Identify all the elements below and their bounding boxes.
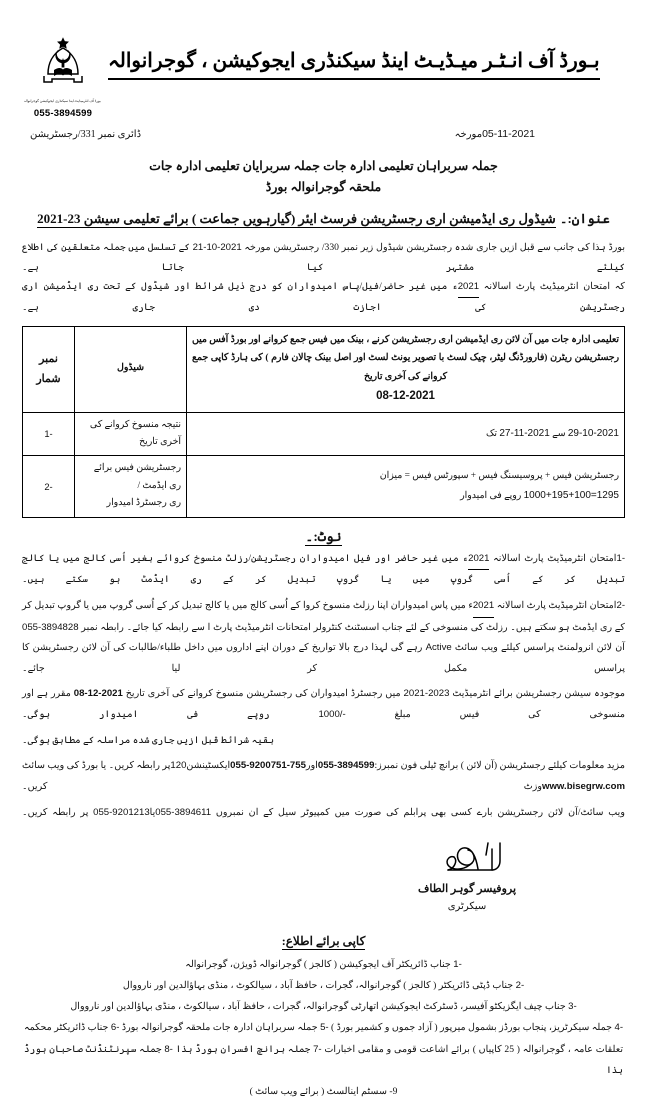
note-2-text-b: ء میں پاس امیدواران اپنا رزلٹ منسوخ کروا کے اُسی کالج میں یا کالج تبدیل کر کے اُسی گروپ میں یا گروپ تبدیل کر کے ری ایڈمٹ ہو سکتے ہیں۔ رزلٹ کی منسوخی کے لئے جناب اسسٹنٹ کنٹرولر امتحانات انٹرمیڈیٹ پارٹ ا سے رابطہ کیا جائے۔ رابطہ نمبر [22, 599, 625, 633]
addressee-line-1: جملہ سربراہان تعلیمی ادارہ جات جملہ سربرایان تعلیمی ادارہ جات [149, 159, 498, 174]
list-item [24, 954, 623, 975]
row-1-date-to: 27-11-2021 [499, 427, 550, 439]
paragraph-computer-cell [22, 803, 625, 824]
list-item [24, 1017, 623, 1080]
para-4-text-a: ویب سائٹ/آن لائن رجسٹریشن بارے کسی بھی پرابلم کی صورت میں کمپیوٹر سیل کے ان نمبروں [215, 806, 625, 818]
para-3-phone-1: 055-3894599 [317, 760, 375, 772]
cc-1-number: 1- [453, 959, 462, 971]
para-3-phone-2: 055-9200751-755 [230, 760, 306, 772]
subject-text [37, 211, 556, 228]
cc-9-text: سسٹم اینالسٹ ( برائے ویب سائٹ ) [249, 1085, 387, 1097]
row-2-schedule-line-1: رجسٹریشن فیس برائے ری ایڈمٹ / [93, 463, 181, 491]
schedule-table [22, 326, 625, 518]
paragraph-conditions [22, 731, 625, 752]
row-1-schedule: نتیجہ منسوخ کروانے کی آخری تاریخ [75, 412, 187, 456]
row-1-date-from: 29-10-2021 [567, 427, 619, 439]
handwritten-signature-icon [392, 839, 542, 879]
row-2-schedule-line-2: ری رجسٹرڈ امیدوار [106, 498, 181, 509]
row-1-date-sep: سے [552, 428, 566, 439]
cc-9-number: 9- [389, 1085, 398, 1097]
note-item-1 [22, 549, 625, 591]
cc-heading-text: کاپی برائے اطلاع: [281, 934, 366, 949]
notes-heading-text: نوٹ:۔ [305, 528, 342, 544]
cc-4-text: جملہ سیکرٹریز، پنجاب بورڈز بشمول میرپور ( آزاد جموں و کشمیر بورڈ ) [331, 1022, 613, 1034]
notes-heading [0, 529, 647, 545]
note-2-text-a: امتحان انٹرمیڈیٹ پارٹ اسالانہ [496, 599, 617, 611]
schedule-table-wrap [0, 326, 647, 518]
cc-5-number: 5- [320, 1022, 329, 1034]
letterhead [0, 0, 647, 140]
note-item-2 [22, 596, 625, 680]
cc-3-number: 3- [568, 1001, 577, 1013]
cc-7-number: 7- [313, 1043, 322, 1055]
intro-year: 2021 [458, 277, 479, 298]
diary-number: ڈائری نمبر 331/رجسٹریشن [30, 129, 142, 141]
table-row [23, 412, 625, 456]
intro-line-2a: کہ امتحان انٹرمیڈیٹ پارٹ اسالانہ [483, 281, 625, 293]
letter-date-value: 05-11-2021 [482, 128, 535, 141]
note-1-number: 1- [616, 552, 626, 564]
para-3-text-d: پر رابطہ کریں۔ یا بورڈ کی ویب سائٹ [22, 760, 171, 772]
note-2-number: 2- [616, 599, 626, 611]
emblem-icon [32, 36, 94, 98]
row-2-details [187, 456, 625, 517]
para-2-text: بقیہ شرائط قبل ازیں جاری شدہ مراسلہ کے مطابق ہوگی۔ [22, 734, 275, 746]
row-2-sr: 2- [23, 456, 75, 517]
table-header-row [23, 326, 625, 412]
para-1-session: 2021-2023 [403, 688, 450, 700]
cc-6-number: 6- [110, 1022, 120, 1034]
cc-2-number: 2- [515, 980, 525, 992]
para-1-deadline-date: 08-12-2021 [73, 688, 123, 700]
intro-line-1 [22, 238, 625, 277]
row-2-fee-suffix: روپے فی امیدوار [460, 490, 522, 501]
para-1-text-c: مقرر ہے اور منسوخی کی فیس مبلغ [22, 688, 626, 720]
para-3-extension: 120 [170, 760, 187, 772]
letterhead-row [23, 34, 621, 120]
signature-block [347, 839, 587, 912]
cc-heading [0, 934, 647, 949]
intro-line-2b: ء میں غیر حاضر/فیل/پاس امیدواران کو درج ذیل شرائط اور شیڈول کے تحت ری ایڈمیشن اری رجسٹریشن کی اجازت دی جاری ہے۔ [22, 281, 625, 313]
letter-date [455, 128, 535, 140]
cc-6-text: جناب ڈائریکٹر محکمہ تعلقات عامہ ، گوجرانوالہ ( 25 کاپیاں ) برائے اشاعت قومی و مقامی اخبارات [24, 1022, 624, 1055]
intro-paragraph [0, 238, 647, 318]
intro-line-1a: بورڈ ہذا کی جانب سے قبل ازیں جاری شدہ رجسٹریشن شیڈول زیر نمبر 330/ رجسٹریشن مورخہ [244, 242, 625, 253]
note-1-text-b: ء میں غیر حاضر اور فیل امیدواران رجسٹریشن/رزلٹ منسوخ کروائے بغیر اُسی کالج میں یا کالج تبدیل کر کے اُسی گروپ میں یا گروپ تبدیل کر کے ری ایڈمٹ ہو سکتے ہیں۔ [22, 552, 625, 586]
note-2-active-word: Active [425, 642, 452, 654]
note-2-year: 2021 [473, 596, 494, 618]
cc-list [0, 954, 647, 1102]
note-2-text-d: رہے گی لہذا درج بالا تواریخ کے دوران اپنے اداروں میں داخل طلباء/طالبات کی آن لائن رجسٹریشن کا پراسس مکمل کر لیا جائے۔ [22, 642, 625, 674]
emblem-subtext: بورڈ آف انٹرمیڈیٹ اینڈ سیکنڈری ایجوکیشن گوجرانوالہ [23, 99, 101, 103]
subject-session: 2021-23 [37, 211, 81, 226]
cc-8-text: جملہ سپرنٹنڈنٹ صاحبان بورڈ ہذا [24, 1043, 623, 1076]
letter-date-label: مورخہ [454, 129, 483, 141]
subject-body: شیڈول ری ایڈمیشن اری رجسٹریشن فرسٹ ایئر (گیارہویں جماعت ) برائے تعلیمی سیشن [83, 211, 556, 226]
notes-list [0, 549, 647, 824]
title-block [108, 34, 621, 80]
board-title: بـورڈ آف انـٹـر میـڈیـٹ اینڈ سیکنڈری ایجوکیشن ، گوجرانوالہ [108, 48, 600, 80]
addressee-block [0, 156, 647, 200]
list-item [24, 975, 623, 996]
note-1-year: 2021 [468, 549, 489, 571]
table-header-schedule: شیڈول [75, 326, 187, 412]
emblem-phone: 055-3894599 [33, 108, 93, 120]
cc-1-text: جناب ڈائریکٹر آف ایجوکیشن ( کالجز ) گوجرانوالہ ڈویژن، گوجرانوالہ [185, 959, 451, 971]
intro-prev-date: 21-10-2021 [192, 242, 242, 253]
cc-2-text: جناب ڈپٹی ڈائریکٹر ( کالجز ) گوجرانوالہ، گجرات ، حافظ آباد ، سیالکوٹ ، منڈی بہاؤالدین اور نارووال [122, 980, 514, 992]
para-1-text-b: میں رجسٹرڈ امیدواران کی رجسٹریشن منسوخ کروانے کی آخری تاریخ [125, 688, 401, 700]
para-1-text-d: روپے فی امیدوار ہوگی۔ [22, 709, 270, 720]
row-2-schedule [75, 456, 187, 517]
cc-5-text: جملہ سربراہان ادارہ جات ملحقہ گوجرانوالہ بورڈ [121, 1022, 318, 1034]
signatory-name: پروفیسر گوہر الطاف [417, 883, 517, 896]
para-4-phone-1: 055-3894611 [155, 806, 212, 818]
para-3-text-c: ایکسٹینشن [186, 760, 231, 772]
note-2-text-c: آن لائن انرولمنٹ پراسس کیلئے ویب سائٹ [454, 642, 625, 654]
para-3-text-a: مزید معلومات کیلئے رجسٹریشن (آن لائن ) برانچ ٹیلی فون نمبرز: [374, 760, 625, 772]
para-4-text-c: پر رابطہ کریں۔ [22, 806, 89, 818]
subject-block [0, 210, 647, 228]
addressee-line-2: ملحقہ گوجرانوالہ بورڈ [265, 180, 382, 195]
table-header-sr: نمبر شمار [23, 326, 75, 412]
board-website-link[interactable]: www.bisegrw.com [542, 780, 625, 792]
board-emblem [23, 34, 101, 120]
para-1-text-a: موجودہ سیشن رجسٹریشن برائے انٹرمیڈیٹ [452, 688, 625, 700]
paragraph-cancellation [22, 684, 625, 725]
paragraph-contact [22, 756, 625, 797]
note-2-phone: 055-3894828 [22, 621, 79, 633]
intro-line-1b: کے تسلسل میں جملہ متعلقین کی اطلاع کیلئے مشتہر کیا جاتا ہے۔ [22, 242, 625, 273]
row-2-fee-calc: 1000+195+100=1295 [523, 489, 619, 501]
intro-line-2 [22, 277, 625, 317]
table-row [23, 456, 625, 517]
row-1-sr: 1- [23, 412, 75, 456]
note-1-text-a: امتحان انٹرمیڈیٹ پارٹ اسالانہ [493, 552, 617, 564]
cc-4-number: 4- [614, 1022, 624, 1034]
table-header-details-text: تعلیمی ادارہ جات میں آن لائن ری ایڈمیشن اری رجسٹریشن کرنے ، بینک میں فیس جمع کروانے اور بورڈ آفس میں رجسٹریشن ریٹرن (فارورڈنگ لیٹر، چیک لسٹ با تصویر یونٹ لسٹ اور اصل بینک چالان فارم ) کی ہارڈ کاپی جمع کروانے کی آخری تاریخ [192, 334, 619, 382]
signatory-title: سیکرٹری [447, 901, 487, 913]
cc-8-number: 8- [164, 1043, 173, 1055]
table-header-details-date-wrap [192, 386, 619, 407]
cc-3-text: جناب چیف ایگزیکٹو آفیسر، ڈسٹرکٹ ایجوکیشن اتھارٹی گوجرانوالہ، گجرات ، حافظ آباد ، سیالکوٹ ، منڈی بہاؤالدین اور نارووال [70, 1001, 566, 1013]
cc-7-text: جملہ برانچ افسران بورڈ ہذا [175, 1043, 311, 1055]
list-item [24, 996, 623, 1017]
para-4-phone-2: 055-9201213 [93, 806, 150, 818]
row-2-fee-formula: رجسٹریشن فیس + پروسیسنگ فیس + سپورٹس فیس = میزان [379, 470, 619, 481]
diary-row [26, 128, 621, 140]
table-header-details-date: 08-12-2021 [376, 390, 435, 403]
para-3-text-b: اور [305, 760, 318, 772]
para-3-text-e: وزٹ کریں۔ [22, 780, 542, 792]
subject-label: عنوان:۔ [559, 211, 610, 226]
list-item [24, 1081, 623, 1102]
row-1-details [187, 412, 625, 456]
para-1-fee: 1000/- [318, 709, 346, 720]
para-4-text-b: یا [149, 806, 156, 818]
row-2-fee-amount-wrap [192, 486, 619, 506]
table-header-details [187, 326, 625, 412]
row-1-date-suffix: تک [486, 428, 498, 439]
